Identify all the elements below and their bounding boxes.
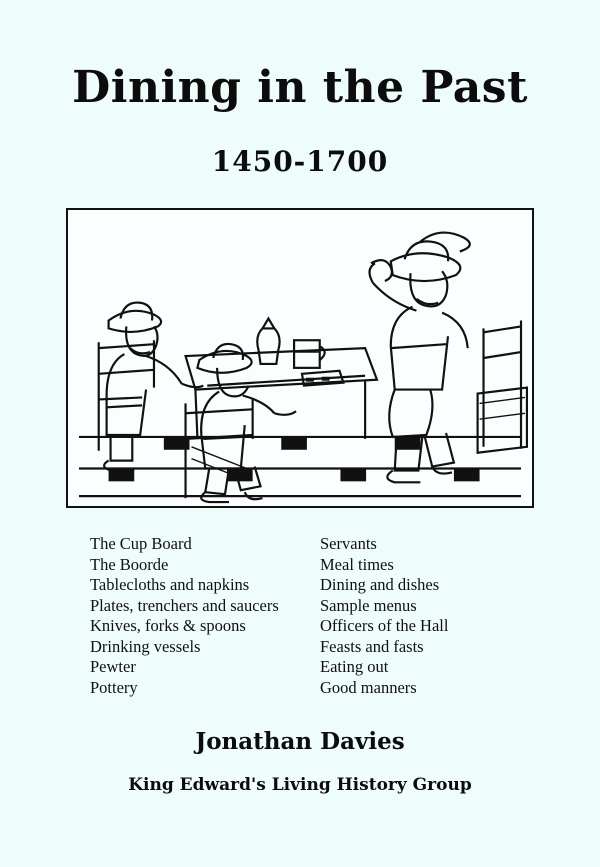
list-item: Pewter <box>90 657 136 676</box>
list-item: Tablecloths and napkins <box>90 575 250 594</box>
table <box>186 348 377 439</box>
list-item: Sample menus <box>320 595 417 615</box>
list-item: Plates, trenchers and saucers <box>90 595 279 615</box>
woodcut-tavern-diners <box>66 208 534 508</box>
list-item: Feasts and fasts <box>320 636 424 656</box>
list-item: Servants <box>320 534 377 553</box>
list-item: Pottery <box>90 677 138 697</box>
list-item: Officers of the Hall <box>320 616 449 635</box>
page-title: Dining in the Past <box>72 62 528 113</box>
list-item: The Cup Board <box>90 534 192 553</box>
date-range-subtitle: 1450-1700 <box>211 145 389 178</box>
contents-left-column <box>90 534 320 698</box>
contents-list <box>90 534 510 698</box>
list-item: The Boorde <box>90 554 169 574</box>
list-item: Good manners <box>320 677 417 697</box>
list-item: Meal times <box>320 554 394 574</box>
list-item: Dining and dishes <box>320 575 440 594</box>
contents-right-column <box>320 534 510 698</box>
list-item: Knives, forks & spoons <box>90 616 246 635</box>
author-name: Jonathan Davies <box>195 728 405 755</box>
publisher-name: King Edward's Living History Group <box>128 775 472 795</box>
bench-right <box>478 321 527 453</box>
list-item: Drinking vessels <box>90 636 201 656</box>
floor-lines <box>79 437 521 496</box>
list-item: Eating out <box>320 657 389 676</box>
